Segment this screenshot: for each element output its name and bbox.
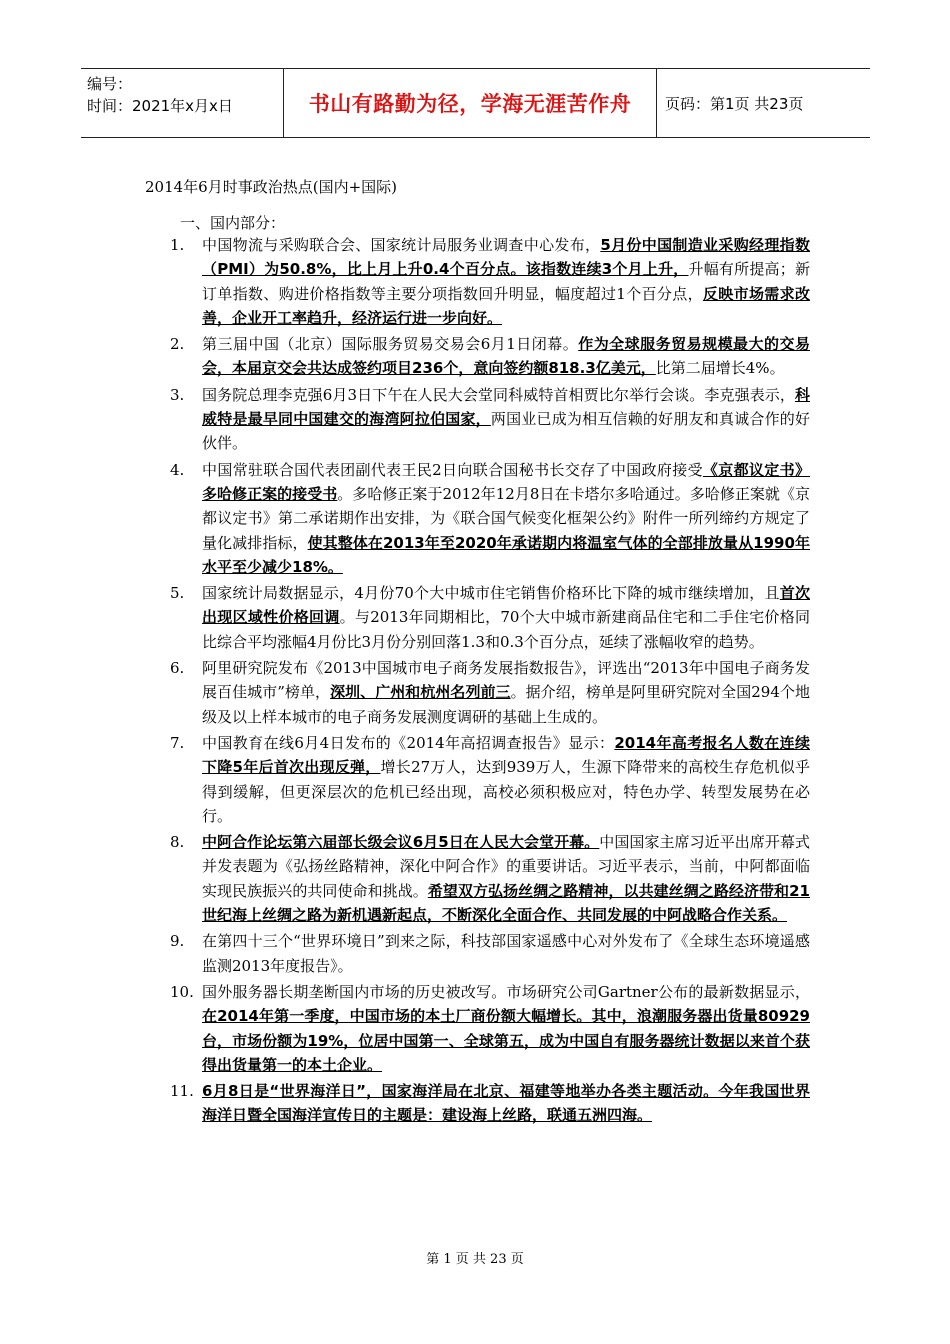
highlighted-text: 6月8日是“世界海洋日”，国家海洋局在北京、福建等地举办各类主题活动。今年我国世界海洋日暨全国海洋宣传日的主题是：建设海上丝路，联通五洲四海。 [202,1082,810,1125]
body-text: 比第二届增长4%。 [655,359,785,378]
highlighted-text: 2014年高考报名人数在连续下降5年后首次出现反弹， [202,733,811,777]
time-label: 时间：2021年x月x日 [87,97,233,115]
body-text: 。多哈修正案于2012年12月8日在卡塔尔多哈通过。多哈修正案就《京都议定书》第二承诺期作出安排，为《联合国气候变化框架公约》附件一所列缔约方规定了量化减排指标， [202,484,810,552]
news-item-number: 11. [170,1082,194,1101]
document-header [81,68,870,138]
highlighted-text: 5月份中国制造业采购经理指数（PMI）为50.8%，比上月上升0.4个百分点。该指数连续3个月上升， [202,236,810,279]
highlighted-text: 作为全球服务贸易规模最大的交易会，本届京交会共达成签约项目236个，意向签约额818.3亿美元， [202,335,810,378]
body-text: 中国国家主席习近平出席开幕式并发表题为《弘扬丝路精神，深化中阿合作》的重要讲话。习近平表示，当前，中阿都面临实现民族振兴的共同使命和挑战。 [202,833,810,900]
body-text: 中国物流与采购联合会、国家统计局服务业调查中心发布， [202,236,601,254]
highlighted-text: 反映市场需求改善，企业开工率趋升，经济运行进一步向好。 [202,284,810,327]
body-text: 国务院总理李克强6月3日下午在人民大会堂同科威特首相贾比尔举行会谈。李克强表示， [202,385,795,404]
section-heading: 一、国内部分： [180,214,286,232]
header-page-label: 页码：第1页 共23页 [665,94,804,113]
news-item [170,233,810,330]
news-item-number: 6. [170,659,185,678]
news-item [170,332,810,381]
news-item [170,656,810,729]
header-meta [81,69,284,137]
news-item [170,458,810,579]
highlighted-text: 使其整体在2013年至2020年承诺期内将温室气体的全部排放量从1990年水平至少减少18%。 [202,533,810,576]
body-text: 中国常驻联合国代表团副代表王民2日向联合国秘书长交存了中国政府接受 [202,460,703,479]
news-item-number: 5. [170,584,185,603]
highlighted-text: 中阿合作论坛第六届部长级会议6月5日在人民大会堂开幕。 [202,833,600,852]
news-item-number: 7. [170,733,185,752]
highlighted-text: 希望双方弘扬丝绸之路精神，以共建丝绸之路经济带和21世纪海上丝绸之路为新机遇新起点，不断深化全面合作、共同发展的中阿战略合作关系。 [202,881,810,925]
number-label: 编号： [87,75,133,93]
news-item-number: 9. [170,932,185,951]
highlighted-text: 首次出现区域性价格回调 [202,584,810,627]
news-list [170,233,810,1130]
body-text: 。据介绍，榜单是阿里研究院对全国294个地级及以上样本城市的电子商务发展测度调研的基础上生成的。 [202,683,810,726]
highlighted-text: 深圳、广州和杭州名列前三 [330,683,511,702]
highlighted-text: 在2014年第一季度，中国市场的本土厂商份额大幅增长。其中，浪潮服务器出货量80929台，市场份额为19%，位居中国第一、全球第五，成为中国自有服务器统计数据以来首个获得出货量第一的本土企业。 [202,1007,810,1074]
body-text: 增长27万人，达到939万人，生源下降带来的高校生存危机似乎得到缓解，但更深层次的危机已经出现，高校必须积极应对，特色办学、转型发展势在必行。 [202,758,810,825]
news-item-number: 1. [170,236,185,254]
news-item [170,830,810,927]
news-item-number: 3. [170,385,185,404]
news-item-number: 10. [170,982,194,1001]
body-text: 国家统计局数据显示，4月份70个大中城市住宅销售价格环比下降的城市继续增加，且 [202,584,780,603]
news-item [170,980,810,1077]
body-text: 国外服务器长期垄断国内市场的历史被改写。市场研究公司Gartner公布的最新数据显示， [202,982,810,1001]
news-item-number: 2. [170,335,185,354]
document-title: 2014年6月时事政治热点(国内+国际) [145,178,397,196]
news-item [170,731,810,828]
body-text: 升幅有所提高；新订单指数、购进价格指数等主要分项指数回升明显，幅度超过1个百分点， [202,260,810,303]
body-text: 在第四十三个“世界环境日”到来之际，科技部国家遥感中心对外发布了《全球生态环境遥感监测2013年度报告》。 [202,932,810,975]
body-text: 阿里研究院发布《2013中国城市电子商务发展指数报告》，评选出“2013年中国电子商务发展百佳城市”榜单， [202,659,810,702]
body-text: 中国教育在线6月4日发布的《2014年高招调查报告》显示： [202,733,615,752]
body-text: 第三届中国（北京）国际服务贸易交易会6月1日闭幕。 [202,335,579,354]
news-item [170,581,810,654]
highlighted-text: 《京都议定书》多哈修正案的接受书 [202,460,810,503]
page-footer: 第 1 页 共 23 页 [426,1252,524,1267]
news-item [170,929,810,978]
highlighted-text: 科威特是最早同中国建交的海湾阿拉伯国家， [202,385,810,429]
news-item-number: 4. [170,460,185,479]
header-motto: 书山有路勤为径，学海无涯苦作舟 [284,69,657,137]
body-text: 。与2013年同期相比，70个大中城市新建商品住宅和二手住宅价格同比综合平均涨幅4月份比3月份分别回落1.3和0.3个百分点，延续了涨幅收窄的趋势。 [202,608,810,651]
news-item-number: 8. [170,833,185,852]
body-text: 两国业已成为相互信赖的好朋友和真诚合作的好伙伴。 [202,410,810,453]
news-item [170,1079,810,1128]
news-item [170,383,810,456]
